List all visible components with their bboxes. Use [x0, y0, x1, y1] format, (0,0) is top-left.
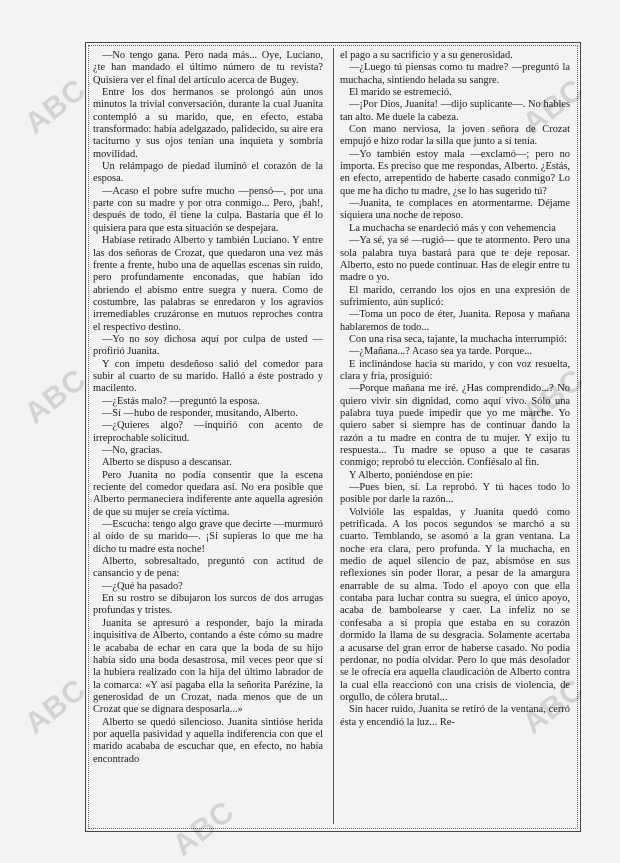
paragraph: El marido, cerrando los ojos en una expresión de sufrimiento, aún suplicó:	[340, 284, 570, 308]
watermark: ABC	[18, 72, 93, 141]
paragraph: Alberto se dispuso a descansar.	[102, 457, 232, 469]
paragraph: Y con ímpetu desdeñoso salió del comedor para subir al cuarto de su marido. Halló a éste postrado y macilento.	[93, 358, 323, 395]
paragraph: Habíase retirado Alberto y también Luciano. Y entre las dos señoras de Crozat, que quedaron una vez más frente a frente, hubo una de aquellas escenas sin ruido, pero profundamente enconadas, que habían ido abriendo el abismo entre suegra y nuera. Como de costumbre, las palabras se enredaron y los agravios irremediables cruzáronse en mutuos reproches contra el respectivo destino.	[93, 235, 323, 333]
column-divider	[333, 48, 334, 824]
paragraph: —Toma un poco de éter, Juanita. Reposa y mañana hablaremos de todo...	[340, 309, 570, 333]
paragraph: Con mano nerviosa, la joven señora de Crozat empujó e hizo rodar la silla que junto a sí tenía.	[340, 124, 570, 148]
paragraph: Pero Juanita no podía consentir que la escena reciente del comedor quedara así. No era posible que Alberto permaneciera indiferente ante aquella agresión de que su mujer se creía víctima.	[93, 469, 323, 518]
paragraph: —Pues bien, sí. La reprobó. Y tú haces todo lo posible por darle la razón...	[340, 482, 570, 506]
paragraph: Alberto, sobresaltado, preguntó con actitud de cansancio y de pena:	[93, 556, 323, 580]
paragraph: Alberto se quedó silencioso. Juanita sintióse herida por aquella pasividad y aquella indiferencia con que el marido acababa de escuchar que, en efecto, no había encontrado	[93, 716, 323, 765]
paragraph: —Juanita, te complaces en atormentarme. Déjame siquiera una noche de reposo.	[340, 198, 570, 222]
paragraph: —Escucha: tengo algo grave que decirte —murmuró al oído de su marido—. ¡Si supieras lo que me ha dicho tu madre esta noche!	[93, 519, 323, 555]
paragraph: el pago a su sacrificio y a su generosidad.	[340, 50, 513, 61]
watermark: ABC	[516, 672, 591, 741]
paragraph: La muchacha se enardeció más y con vehemencia	[349, 222, 556, 234]
paragraph: —Ya sé, ya sé —rugió— que te atormento. Pero una sola palabra tuya bastará para que te deje reposar. Alberto, esto no puede continuar. Has de elegir entre tu madre o yo.	[340, 235, 570, 284]
paragraph: Volvióle las espaldas, y Juanita quedó como petrificada. A los pocos segundos se marchó a su cuarto. Temblando, se asomó a la gran ventana. La noche era clara, pero profunda. Y la muchacha, en medio de aquel silencio de paz, abismóse en sus reflexiones sin poder llorar, a pesar de la amargura enarrable de su alma. Todo el apoyo con que ella contaba para luchar contra su suegra, el único apoyo, acaba de bambolearse y caer. La infeliz no se confesaba a sí propia que estaba en su corazón dormido la llama de su desgracia. Solamente acertaba a acusarse del gran error de haberse casado. No podía perdonar, no podía olvidar. Pero lo que más desolador se le ofrecía era aquella claudicación de Alberto contra la cual ella reaccionó con una crisis de violencia, de orgullo, de cólera brutal...	[340, 506, 570, 703]
paragraph: —Yo no soy dichosa aquí por culpa de usted —profirió Juanita.	[93, 333, 323, 358]
paragraph: —Porque mañana me iré. ¿Has comprendido...? No quiero vivir sin dignidad, como aquí vivo. Sólo una palabra tuya puede impedir que yo me marche. Yo quiero saber si siempre has de continuar dando la razón a tu madre en contra de tu mujer. Y exijo tu respuesta... Tu madre se opuso a que te casaras conmigo; reprobó tu elección. Confiésalo al fin.	[340, 383, 570, 469]
paragraph: —¡Por Dios, Juanita! —dijo suplicante—. No hables tan alto. Me duele la cabeza.	[340, 99, 570, 123]
watermark: ABC	[166, 794, 241, 863]
paragraph: —No tengo gana. Pero nada más... Oye, Luciano, ¿te han mandado el último número de tu revista? Quisiera ver el final del artículo acerca de Bugey.	[93, 50, 323, 86]
paragraph: —¿Luego tú piensas como tu madre? —preguntó la muchacha, sintiendo helada su sangre.	[340, 62, 570, 86]
paragraph: Sin hacer ruido, Juanita se retiró de la ventana, cerró ésta y encendió la luz... Re-	[340, 704, 570, 728]
paragraph: —¿Mañana...? Acaso sea ya tarde. Porque...	[349, 346, 532, 358]
paragraph: Con una risa seca, tajante, la muchacha interrumpió:	[349, 333, 567, 345]
paragraph: —Acaso el pobre sufre mucho —pensó—, por una parte con su madre y por otra conmigo... Pero, ¡bah!, después de todo, él tiene la culpa. Bastaría que él lo quisiera para que esta situación se despejara.	[93, 185, 323, 234]
paragraph: El marido se estremeció.	[349, 87, 452, 99]
paragraph: —¿Estás malo? —preguntó la esposa.	[102, 395, 260, 407]
watermark: ABC	[18, 672, 93, 741]
paragraph: Un relámpago de piedad iluminó el corazón de la esposa.	[93, 161, 323, 185]
watermark: ABC	[516, 72, 591, 141]
paragraph: E inclinándose hacia su marido, y con voz resuelta, clara y fría, prosiguió:	[340, 358, 570, 382]
paragraph: —¿Quieres algo? —inquirió con acento de irreprochable solicitud.	[93, 420, 323, 444]
watermark: ABC	[18, 362, 93, 431]
paragraph: —No, gracias.	[102, 445, 163, 456]
paragraph: Juanita se apresuró a responder, bajo la mirada inquisitiva de Alberto, contando a éste cómo su madre le acababa de echar en cara que la boda de su hijo había sido una boda desastrosa, mil veces peor que si la hubiera realizado con la hija del último labrador de la comarca: «Y así pagaba ella la señorita Parézine, la generosidad de un Crozat, nada menos que de un Crozat que se dignara desposarla...»	[93, 617, 323, 716]
paragraph: Entre los dos hermanos se prolongó aún unos minutos la trivial conversación, durante la cual Juanita contempló a su marido, que, en efecto, estaba transformado: había adelgazado, palidecido, su aire era taciturno y sus ojos tenían una inquieta y sombría movilidad.	[93, 87, 323, 160]
paragraph: Y Alberto, poniéndose en pie:	[349, 469, 473, 481]
paragraph: —Yo también estoy mala —exclamó—; pero no importa. Es preciso que me respondas, Alberto. ¿Estás, en efecto, arrepentido de haberte casado conmigo? Lo que me ha dicho tu madre, ¿se lo has sugerido tú?	[340, 148, 570, 197]
paragraph: —Sí —hubo de responder, musitando, Alberto.	[102, 407, 298, 419]
paragraph: En su rostro se dibujaron los surcos de dos arrugas profundas y tristes.	[93, 593, 323, 617]
paragraph: —¿Qué ha pasado?	[102, 580, 183, 592]
watermark: ABC	[516, 362, 591, 431]
left-column	[93, 50, 323, 766]
